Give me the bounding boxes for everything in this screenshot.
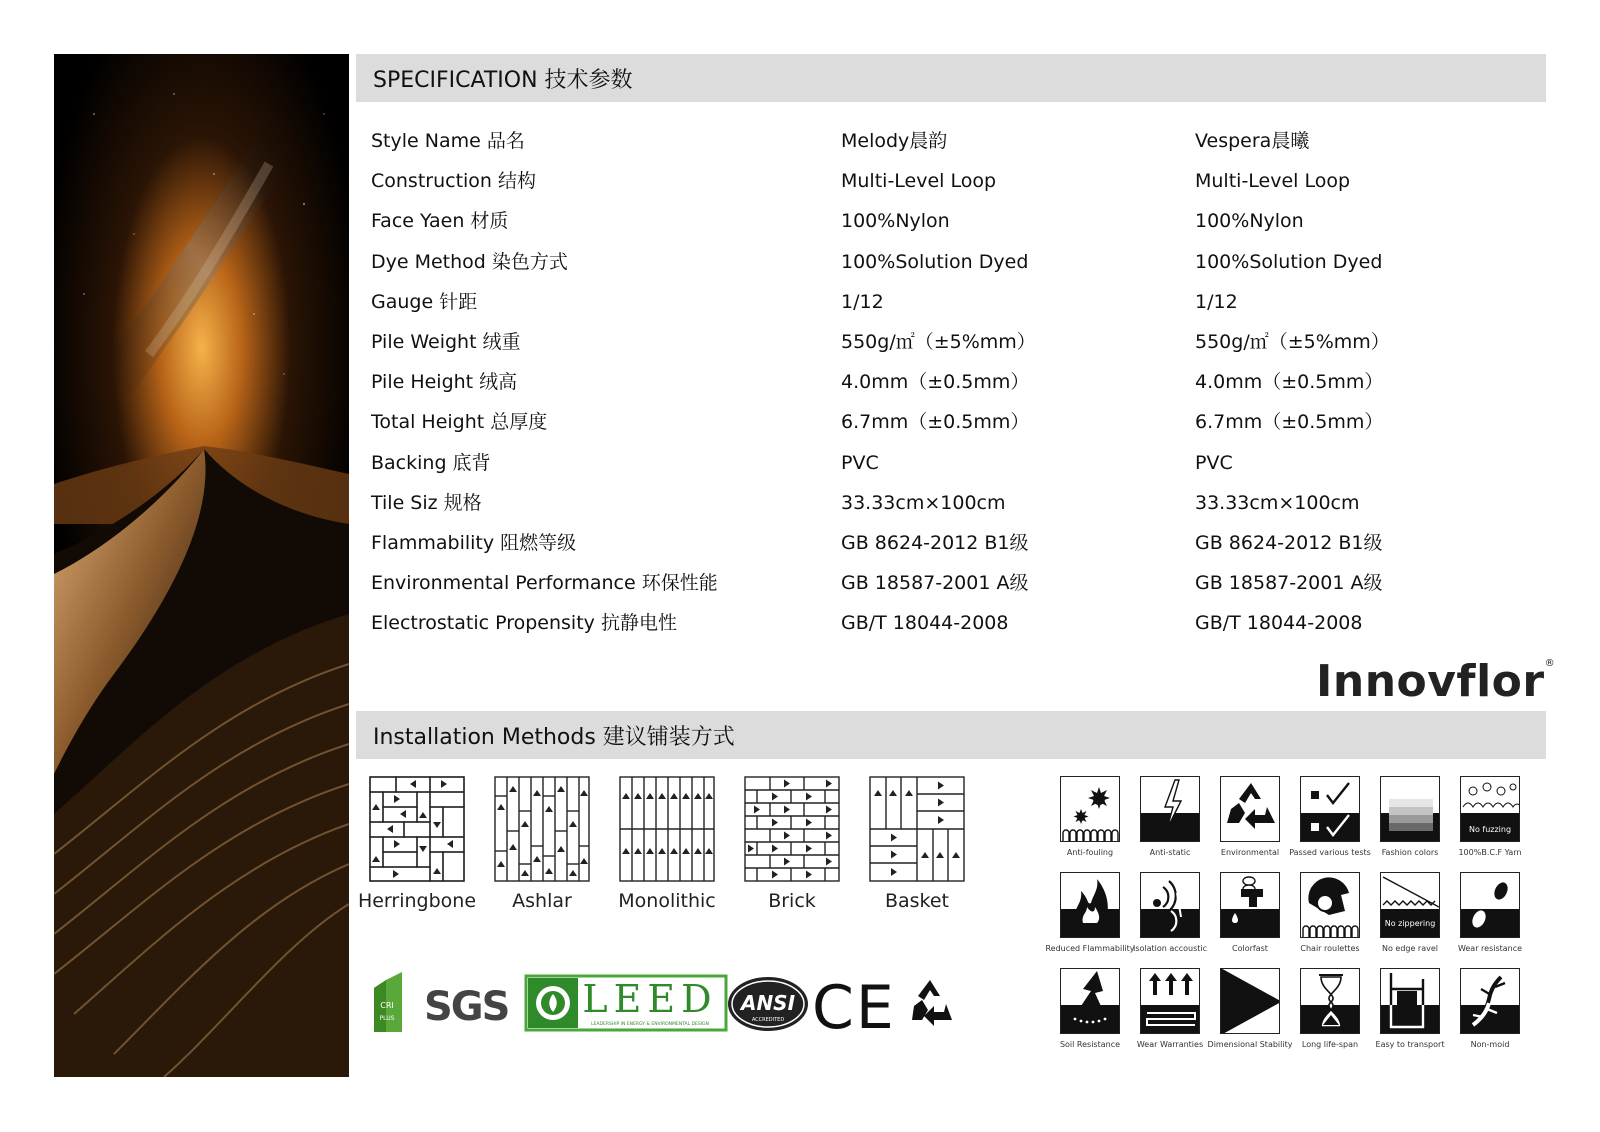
feature-chair-roulettes <box>1290 872 1370 953</box>
pattern-label: Brick <box>768 890 816 912</box>
pattern-monolithic <box>607 776 727 912</box>
soil-icon <box>1060 968 1120 1034</box>
leed-logo <box>526 976 726 1030</box>
feature-colorfast <box>1210 872 1290 953</box>
spec-value-melody: Multi-Level Loop <box>841 170 997 193</box>
cri-plus-text: PLUS <box>379 1015 395 1022</box>
innovflor-logo <box>1316 656 1555 707</box>
edge-tile-text: No zippering <box>1384 919 1436 928</box>
color-swatch-icon <box>1380 776 1440 842</box>
feature-label: Colorfast <box>1232 944 1268 953</box>
feature-label: 100%B.C.F Yarn <box>1458 848 1522 857</box>
spec-value-vespera: 100%Nylon <box>1195 210 1304 233</box>
spec-value-vespera: 4.0mm（±0.5mm） <box>1195 371 1384 394</box>
cri-green-label-plus-logo <box>374 972 402 1032</box>
yarn-tile-text: No fuzzing <box>1468 825 1512 834</box>
brick-pattern-icon <box>744 776 840 882</box>
spec-row <box>371 603 1541 643</box>
ansi-subtitle: ACCREDITED <box>751 1017 785 1023</box>
spec-row <box>371 483 1541 523</box>
feature-label: Easy to transport <box>1375 1040 1445 1049</box>
spec-label: Face Yaen 材质 <box>371 210 509 233</box>
recycle-icon <box>1220 776 1280 842</box>
feature-label: Fashion colors <box>1381 848 1439 857</box>
spec-row <box>371 362 1541 402</box>
ashlar-pattern-icon <box>494 776 590 882</box>
feature-icons-grid <box>1045 776 1550 1066</box>
feature-label: Long life-span <box>1301 1040 1359 1049</box>
feature-easy-transport <box>1370 968 1450 1049</box>
cri-text: CRI <box>380 1001 394 1010</box>
feature-long-life-span <box>1290 968 1370 1049</box>
spec-label: Pile Weight 绒重 <box>371 330 521 353</box>
pattern-label: Basket <box>884 890 950 912</box>
feature-label: Non-moid <box>1470 1040 1510 1049</box>
spec-label: Backing 底背 <box>371 451 491 474</box>
spec-label: Dye Method 染色方式 <box>371 250 568 273</box>
spec-label: Tile Siz 规格 <box>371 491 482 514</box>
spec-value-vespera: Vespera晨曦 <box>1195 130 1310 152</box>
feature-environmental <box>1210 776 1290 857</box>
spec-label: Construction 结构 <box>371 170 537 193</box>
spec-row <box>371 322 1541 362</box>
feature-fashion-colors <box>1370 776 1450 857</box>
basket-pattern-icon <box>869 776 965 882</box>
spec-value-vespera: GB 8624-2012 B1级 <box>1195 531 1383 554</box>
spec-label: Pile Height 绒高 <box>371 371 518 394</box>
spec-value-vespera: PVC <box>1195 451 1233 474</box>
leed-text: LEED <box>582 977 718 1021</box>
flame-icon <box>1060 872 1120 938</box>
hourglass-icon <box>1300 968 1360 1034</box>
feature-label: Anti-fouling <box>1066 848 1114 857</box>
feature-dimensional-stability <box>1207 968 1293 1049</box>
brand-name: Innovflor <box>1316 656 1545 707</box>
feature-wear-resistance <box>1450 872 1530 953</box>
feature-label: Anti-static <box>1149 848 1191 857</box>
monolithic-pattern-icon <box>619 776 715 882</box>
pattern-ashlar <box>482 776 602 912</box>
leed-subtitle: LEADERSHIP IN ENERGY & ENVIRONMENTAL DESIGN <box>591 1022 709 1027</box>
spec-row <box>371 242 1541 282</box>
feature-isolation-acoustic <box>1130 872 1210 953</box>
feature-label: Soil Resistance <box>1059 1040 1121 1049</box>
pattern-herringbone <box>357 776 477 912</box>
spec-label: Flammability 阻燃等级 <box>371 531 577 554</box>
pattern-label: Monolithic <box>618 890 716 912</box>
feature-anti-fouling <box>1050 776 1130 857</box>
recycle-logo <box>912 980 952 1026</box>
feature-label: No edge ravel <box>1381 944 1439 953</box>
spec-value-vespera: GB/T 18044-2008 <box>1195 612 1363 635</box>
triangle-icon <box>1220 968 1280 1034</box>
cart-icon <box>1380 968 1440 1034</box>
spec-value-vespera: 550g/㎡（±5%mm） <box>1195 330 1390 353</box>
installation-patterns <box>357 776 982 916</box>
chair-wheel-icon <box>1300 872 1360 938</box>
ansi-text: ANSI <box>740 991 796 1015</box>
spec-value-vespera: 6.7mm（±0.5mm） <box>1195 411 1384 434</box>
ansi-accredited-logo <box>728 977 808 1031</box>
feature-reduced-flammability <box>1045 872 1135 953</box>
gecko-icon <box>1460 968 1520 1034</box>
certification-logos <box>370 970 960 1036</box>
checkmark-icon <box>1300 776 1360 842</box>
spec-row <box>371 402 1541 442</box>
spec-value-melody: 100%Nylon <box>841 210 950 233</box>
feature-label: Reduced Flammability <box>1045 944 1135 953</box>
spec-value-melody: PVC <box>841 451 879 474</box>
feature-bcf-yarn <box>1450 776 1530 857</box>
specification-table <box>371 121 1541 643</box>
ce-mark: CE <box>812 973 896 1036</box>
spec-value-vespera: GB 18587-2001 A级 <box>1195 572 1383 595</box>
feature-label: Dimensional Stability <box>1207 1040 1293 1049</box>
spec-row <box>371 161 1541 201</box>
spec-label: Gauge 针距 <box>371 290 478 313</box>
spec-row <box>371 563 1541 603</box>
yarn-icon <box>1460 776 1520 842</box>
feature-label: Wear resistance <box>1457 944 1523 953</box>
spec-value-vespera: 1/12 <box>1195 290 1238 313</box>
pattern-brick <box>732 776 852 912</box>
spec-value-melody: 33.33cm×100cm <box>841 491 1006 514</box>
spec-value-melody: 100%Solution Dyed <box>841 250 1029 273</box>
spec-label: Total Height 总厚度 <box>371 411 548 434</box>
spec-value-melody: GB/T 18044-2008 <box>841 612 1009 635</box>
spec-value-melody: 4.0mm（±0.5mm） <box>841 371 1030 394</box>
anti-static-icon <box>1140 776 1200 842</box>
spec-row <box>371 523 1541 563</box>
sgs-logo: SGS <box>424 984 509 1030</box>
feature-soil-resistance <box>1050 968 1130 1049</box>
spec-value-vespera: 33.33cm×100cm <box>1195 491 1360 514</box>
feature-label: Chair roulettes <box>1300 944 1360 953</box>
feature-wear-warranties <box>1130 968 1210 1049</box>
faucet-icon <box>1220 872 1280 938</box>
spec-label: Style Name 品名 <box>371 130 525 152</box>
sound-icon <box>1140 872 1200 938</box>
spec-row <box>371 121 1541 161</box>
spec-value-vespera: Multi-Level Loop <box>1195 170 1351 193</box>
spec-value-melody: Melody晨韵 <box>841 130 948 152</box>
specification-header <box>356 54 1546 102</box>
spec-value-melody: GB 18587-2001 A级 <box>841 572 1029 595</box>
feature-passed-tests <box>1290 776 1370 857</box>
spec-label: Environmental Performance 环保性能 <box>371 572 718 595</box>
spec-value-melody: 6.7mm（±0.5mm） <box>841 411 1030 434</box>
specification-title: SPECIFICATION 技术参数 <box>373 67 633 93</box>
feature-no-edge-ravel <box>1370 872 1450 953</box>
pattern-label: Ashlar <box>512 890 572 912</box>
arrows-up-icon <box>1140 968 1200 1034</box>
pattern-label: Herringbone <box>357 890 477 912</box>
feature-label: Wear Warranties <box>1136 1040 1204 1049</box>
spec-value-vespera: 100%Solution Dyed <box>1195 250 1383 273</box>
spec-row <box>371 201 1541 241</box>
edge-icon <box>1380 872 1440 938</box>
feature-label: Isolation accoustic <box>1132 944 1207 953</box>
spec-row <box>371 443 1541 483</box>
footprint-icon <box>1460 872 1520 938</box>
installation-header <box>356 711 1546 759</box>
anti-fouling-icon <box>1060 776 1120 842</box>
herringbone-pattern-icon <box>369 776 465 882</box>
installation-title: Installation Methods 建议铺装方式 <box>373 724 735 750</box>
registered-mark: ® <box>1544 658 1556 669</box>
feature-label: Passed various tests <box>1289 848 1371 857</box>
spec-row <box>371 282 1541 322</box>
desert-night-photo <box>54 54 349 1077</box>
spec-value-melody: 550g/㎡（±5%mm） <box>841 330 1036 353</box>
spec-label: Electrostatic Propensity 抗静电性 <box>371 612 677 635</box>
feature-non-mold <box>1450 968 1530 1049</box>
spec-value-melody: 1/12 <box>841 290 884 313</box>
pattern-basket <box>857 776 977 912</box>
spec-value-melody: GB 8624-2012 B1级 <box>841 531 1029 554</box>
feature-anti-static <box>1130 776 1210 857</box>
feature-label: Environmental <box>1220 848 1280 857</box>
